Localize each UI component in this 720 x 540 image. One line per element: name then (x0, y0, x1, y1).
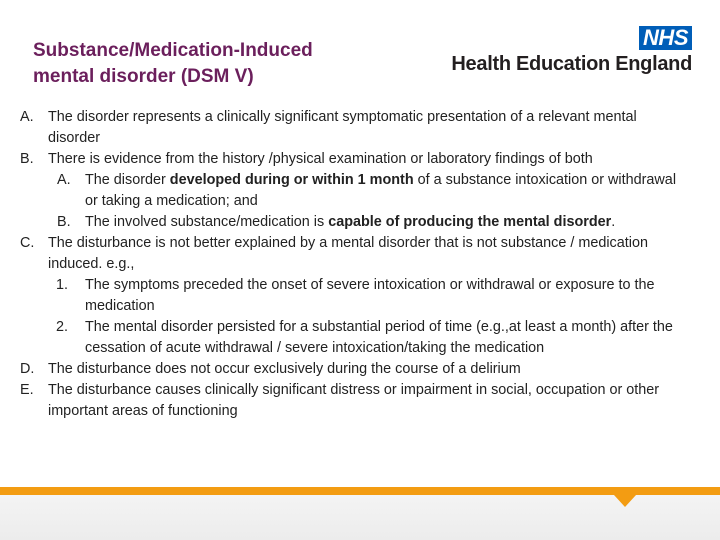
criterion-text: The disturbance does not occur exclusively during the course of a delirium (48, 361, 521, 377)
footer-notch (614, 495, 636, 507)
criterion-c (20, 233, 690, 275)
logo-text: Health Education England (451, 53, 692, 75)
criterion-marker: E. (20, 382, 34, 398)
criterion-text: The disturbance is not better explained by a mental disorder that is not substance / medication induced. e.g., (48, 235, 648, 272)
criterion-marker: C. (20, 235, 35, 251)
criterion-b-sub-b (20, 212, 690, 233)
sub-text-bold: capable of producing the mental disorder (328, 214, 612, 230)
criterion-marker: B. (20, 151, 34, 167)
sub-text-post: . (611, 214, 616, 230)
criterion-marker: D. (20, 361, 35, 377)
criterion-c-sub-1 (20, 275, 690, 317)
sub-marker: A. (57, 172, 71, 188)
sub-text: The mental disorder persisted for a substantial period of time (e.g.,at least a month) after the cessation of acute withdrawal / severe intoxication/taking the medication (85, 319, 673, 356)
sub-marker: B. (57, 214, 71, 230)
sub-marker: 2. (56, 319, 69, 335)
criterion-c-sub-2 (20, 317, 690, 359)
criterion-d (20, 359, 690, 380)
nhs-logo-mark: NHS (639, 26, 692, 50)
title-line-2: mental disorder (DSM V) (33, 66, 254, 87)
criterion-b (20, 149, 690, 170)
criteria-list (20, 107, 690, 422)
criterion-b-sub-a (20, 170, 690, 212)
sub-text-pre: The involved substance/medication is (85, 214, 329, 230)
criterion-a (20, 107, 690, 149)
sub-marker: 1. (56, 277, 69, 293)
sub-text-pre: The disorder (85, 172, 170, 188)
criterion-e (20, 380, 690, 422)
criterion-marker: A. (20, 109, 34, 125)
criterion-text: There is evidence from the history /physical examination or laboratory findings of both (48, 151, 593, 167)
hee-logo (442, 26, 692, 78)
sub-text-bold: developed during or within 1 month (169, 172, 414, 188)
title-line-1: Substance/Medication-Induced (33, 40, 313, 61)
slide-title (33, 38, 433, 90)
sub-text-post: of a substance intoxication or withdrawal or taking a medication; and (85, 172, 677, 209)
criterion-text: The disturbance causes clinically significant distress or impairment in social, occupation or other important areas of functioning (48, 382, 660, 419)
criterion-text: The disorder represents a clinically significant symptomatic presentation of a relevant mental disorder (48, 109, 637, 146)
sub-text: The symptoms preceded the onset of severe intoxication or withdrawal or exposure to the medication (85, 277, 655, 314)
footer-bar (0, 487, 720, 495)
footer-area (0, 495, 720, 540)
